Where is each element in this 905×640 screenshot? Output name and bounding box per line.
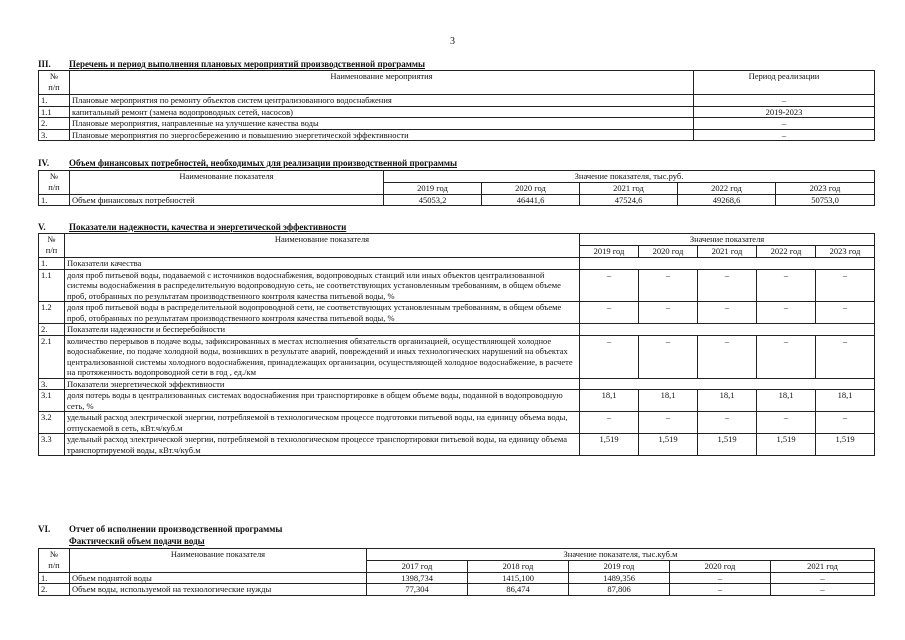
reliability-indicators-table — [38, 233, 875, 456]
column-header-year: 2023 год — [816, 246, 875, 258]
row-value: – — [670, 584, 771, 596]
row-number: 1.1 — [39, 106, 70, 118]
table-row — [39, 302, 875, 324]
table-row — [39, 118, 875, 130]
row-value: 77,304 — [367, 584, 468, 596]
column-header-number: № п/п — [39, 171, 70, 195]
table-row — [39, 106, 875, 118]
row-value: 18,1 — [698, 390, 757, 412]
column-header-value: Значение показателя, тыс.куб.м — [367, 549, 875, 561]
column-header-value: Значение показателя — [580, 234, 875, 246]
row-value: – — [698, 269, 757, 302]
row-value: 87,806 — [569, 584, 670, 596]
table-row — [39, 584, 875, 596]
row-value: 18,1 — [757, 390, 816, 412]
row-number: 1. — [39, 572, 70, 584]
column-header-period: Период реализации — [694, 71, 875, 95]
section-4-number: IV. — [38, 158, 50, 168]
row-name: Объем финансовых потребностей — [70, 194, 384, 206]
column-header-name: Наименование показателя — [70, 549, 367, 573]
row-value: – — [580, 302, 639, 324]
section-6-subtitle — [69, 536, 205, 546]
row-value: 45053,2 — [384, 194, 482, 206]
row-number: 1. — [39, 194, 70, 206]
row-value: 18,1 — [580, 390, 639, 412]
section-5-heading: Показатели надежности, качества и энергетической эффективности — [69, 222, 347, 232]
header-row — [39, 171, 875, 183]
row-value: 1,519 — [580, 434, 639, 456]
column-header-name: Наименование показателя — [70, 171, 384, 195]
row-name: Объем поднятой воды — [70, 572, 367, 584]
column-header-number: № п/п — [39, 549, 70, 573]
row-value: 49268,6 — [678, 194, 776, 206]
row-number: 3.1 — [39, 390, 65, 412]
row-value: 1415,100 — [468, 572, 569, 584]
column-header-year: 2021 год — [771, 561, 875, 573]
activities-table — [38, 70, 875, 141]
column-header-name: Наименование мероприятия — [70, 71, 694, 95]
row-name: количество перерывов в подаче воды, зафиксированных в местах исполнения обязательств организацией, осуществляющей холодное водоснабжение, по подаче холодной воды, возникших в результате аварий, повреждений и иных технологических нарушений на объектах централизованной системы холодного водоснабжения, принадлежащих организации, осуществляющей холодное водоснабжение, в расчете на протяженность водопроводной сети в год , ед./км — [65, 335, 580, 378]
row-value: 47524,6 — [580, 194, 678, 206]
group-name: Показатели энергетической эффективности — [65, 378, 580, 390]
row-value: – — [670, 572, 771, 584]
header-row — [39, 234, 875, 246]
row-value: – — [639, 302, 698, 324]
row-value: 46441,6 — [482, 194, 580, 206]
row-name: удельный расход электрической энергии, потребляемой в технологическом процессе подготовки питьевой воды, на единицу объема воды, отпускаемой в сеть, кВт.ч/куб.м — [65, 412, 580, 434]
row-value: – — [580, 335, 639, 378]
row-period: – — [694, 95, 875, 107]
group-name: Показатели качества — [65, 258, 580, 270]
group-number: 3. — [39, 378, 65, 390]
group-filler — [580, 258, 875, 270]
table-row — [39, 412, 875, 434]
group-row — [39, 378, 875, 390]
row-number: 2. — [39, 584, 70, 596]
column-header-number: № п/п — [39, 234, 65, 258]
table-row — [39, 194, 875, 206]
column-header-value: Значение показателя, тыс.руб. — [384, 171, 875, 183]
row-value: – — [816, 302, 875, 324]
group-row — [39, 258, 875, 270]
row-value: – — [816, 269, 875, 302]
row-name: доля проб питьевой воды в распределительной водопроводной сети, не соответствующих установленным требованиям, в общем объеме проб, отобранных по результатам производственного контроля качества питьевой воды, % — [65, 302, 580, 324]
column-header-year: 2022 год — [678, 183, 776, 195]
column-header-year: 2021 год — [580, 183, 678, 195]
row-value: – — [639, 269, 698, 302]
table-row — [39, 572, 875, 584]
column-header-year: 2019 год — [384, 183, 482, 195]
row-name: удельный расход электрической энергии, потребляемой в технологическом процессе транспортировки питьевой воды, на единицу объема транспортируемой воды, кВт.ч/куб.м — [65, 434, 580, 456]
row-name: Объем воды, используемой на технологические нужды — [70, 584, 367, 596]
row-value: 1489,356 — [569, 572, 670, 584]
row-value: 1,519 — [757, 434, 816, 456]
row-value: – — [639, 412, 698, 434]
section-4-heading: Объем финансовых потребностей, необходимых для реализации производственной программы — [69, 158, 458, 168]
column-header-name: Наименование показателя — [65, 234, 580, 258]
column-header-year: 2019 год — [569, 561, 670, 573]
group-name: Показатели надежности и бесперебойности — [65, 324, 580, 336]
row-value: – — [771, 584, 875, 596]
row-period: 2019-2023 — [694, 106, 875, 118]
row-name: Плановые мероприятия по энергосбережению и повышению энергетической эффективности — [70, 129, 694, 141]
column-header-year: 2017 год — [367, 561, 468, 573]
row-number: 3.2 — [39, 412, 65, 434]
row-value: – — [580, 269, 639, 302]
column-header-year: 2020 год — [670, 561, 771, 573]
row-value: – — [757, 412, 816, 434]
row-value: 18,1 — [816, 390, 875, 412]
header-row — [39, 549, 875, 561]
row-number: 2. — [39, 118, 70, 130]
row-value: 1,519 — [639, 434, 698, 456]
table-row — [39, 390, 875, 412]
row-number: 3.3 — [39, 434, 65, 456]
table-row — [39, 129, 875, 141]
group-filler — [580, 324, 875, 336]
row-value: – — [639, 335, 698, 378]
row-name: Плановые мероприятия, направленные на улучшение качества воды — [70, 118, 694, 130]
row-value: – — [816, 335, 875, 378]
section-6-number: VI. — [38, 524, 51, 534]
row-value: 1,519 — [816, 434, 875, 456]
section-4-title — [38, 158, 457, 168]
row-value: 86,474 — [468, 584, 569, 596]
group-number: 2. — [39, 324, 65, 336]
header-row — [39, 71, 875, 95]
section-3-title — [38, 59, 425, 69]
table-row — [39, 95, 875, 107]
row-value: 1,519 — [698, 434, 757, 456]
row-number: 2.1 — [39, 335, 65, 378]
group-row — [39, 324, 875, 336]
section-6-subheading: Фактический объем подачи воды — [69, 536, 205, 546]
section-6-heading: Отчет об исполнении производственной программы — [69, 524, 283, 534]
row-value: 50753,0 — [776, 194, 875, 206]
row-number: 3. — [39, 129, 70, 141]
column-header-year: 2019 год — [580, 246, 639, 258]
table-row — [39, 269, 875, 302]
row-name: капитальный ремонт (замена водопроводных сетей, насосов) — [70, 106, 694, 118]
row-value: – — [580, 412, 639, 434]
row-value: – — [757, 335, 816, 378]
page-number: 3 — [450, 36, 455, 47]
column-header-year: 2021 год — [698, 246, 757, 258]
row-value: – — [816, 412, 875, 434]
column-header-year: 2020 год — [639, 246, 698, 258]
row-name: доля проб питьевой воды, подаваемой с источников водоснабжения, водопроводных станций или иных объектов централизованной системы водоснабжения в распределительную водопроводную сеть, не соответствующих установленным требованиям, в общем объеме проб, отобранных по результатам производственного контроля качества питьевой воды, % — [65, 269, 580, 302]
row-value: – — [757, 269, 816, 302]
row-value: – — [698, 412, 757, 434]
section-3-number: III. — [38, 59, 51, 69]
row-name: Плановые мероприятия по ремонту объектов систем централизованного водоснабжения — [70, 95, 694, 107]
section-6-title — [38, 524, 282, 534]
section-5-number: V. — [38, 222, 46, 232]
group-filler — [580, 378, 875, 390]
row-number: 1. — [39, 95, 70, 107]
group-number: 1. — [39, 258, 65, 270]
section-5-title — [38, 222, 346, 232]
row-value: – — [757, 302, 816, 324]
row-value: – — [698, 335, 757, 378]
table-row — [39, 335, 875, 378]
financial-needs-table — [38, 170, 875, 206]
row-number: 1.2 — [39, 302, 65, 324]
section-3-heading: Перечень и период выполнения плановых мероприятий производственной программы — [69, 59, 426, 69]
column-header-year: 2020 год — [482, 183, 580, 195]
column-header-year: 2018 год — [468, 561, 569, 573]
table-row — [39, 434, 875, 456]
row-period: – — [694, 129, 875, 141]
row-number: 1.1 — [39, 269, 65, 302]
row-period: – — [694, 118, 875, 130]
row-value: – — [698, 302, 757, 324]
column-header-number: № п/п — [39, 71, 70, 95]
row-value: 1398,734 — [367, 572, 468, 584]
row-value: – — [771, 572, 875, 584]
row-name: доля потерь воды в централизованных системах водоснабжения при транспортировке в общем объеме воды, поданной в водопроводную сеть, % — [65, 390, 580, 412]
column-header-year: 2023 год — [776, 183, 875, 195]
row-value: 18,1 — [639, 390, 698, 412]
column-header-year: 2022 год — [757, 246, 816, 258]
water-supply-report-table — [38, 548, 875, 596]
